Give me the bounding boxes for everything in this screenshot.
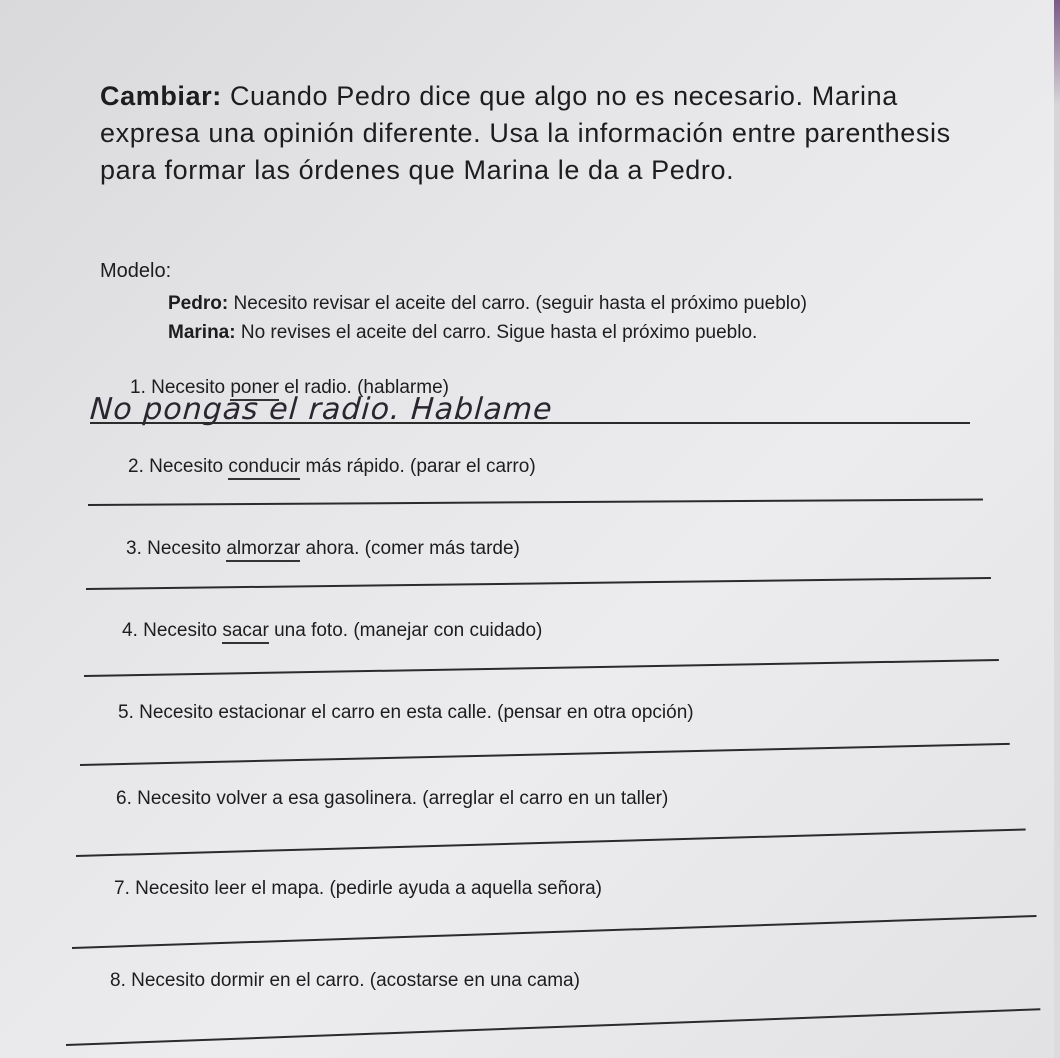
model-pedro-text: Necesito revisar el aceite del carro. (seguir hasta el próximo pueblo) [233, 293, 807, 314]
answer-1-handwriting: No pongas el radio. Hablame [88, 392, 554, 427]
answer-line-5[interactable] [80, 743, 1010, 766]
answer-line-8[interactable] [66, 1008, 1040, 1046]
item-verb: conducir [228, 456, 300, 480]
answer-line-3[interactable] [86, 577, 991, 590]
item-number: 3. [126, 538, 142, 559]
instructions-label: Cambiar: [100, 81, 222, 111]
item-number: 1. [130, 377, 146, 398]
item-rest: una foto. (manejar con cuidado) [274, 620, 543, 641]
item-verb: poner [230, 377, 279, 401]
model-marina-line [168, 322, 757, 344]
item-5 [118, 702, 694, 724]
answer-line-6[interactable] [76, 828, 1026, 857]
item-number: 5. [118, 702, 134, 723]
model-marina-label: Marina: [168, 322, 236, 343]
item-number: 2. [128, 456, 144, 477]
modelo-label: Modelo: [100, 260, 172, 282]
instructions [100, 78, 960, 189]
item-number: 6. [116, 788, 132, 809]
item-prefix: Necesito volver a esa gasolinera. (arreglar el carro en un taller) [137, 788, 669, 809]
item-number: 7. [114, 878, 130, 899]
item-prefix: Necesito [147, 538, 222, 559]
answer-line-1[interactable] [90, 422, 970, 424]
item-7 [114, 878, 602, 900]
item-verb: almorzar [226, 538, 300, 562]
item-rest: ahora. (comer más tarde) [305, 538, 520, 559]
answer-line-4[interactable] [84, 659, 999, 677]
item-prefix: Necesito [143, 620, 218, 641]
item-2 [128, 456, 536, 478]
item-3 [126, 538, 520, 560]
item-4 [122, 620, 542, 642]
answer-line-7[interactable] [72, 915, 1037, 949]
item-prefix: Necesito leer el mapa. (pedirle ayuda a aquella señora) [135, 878, 602, 899]
item-rest: el radio. (hablarme) [284, 377, 449, 398]
answer-line-2[interactable] [88, 499, 983, 506]
item-6 [116, 788, 668, 810]
item-prefix: Necesito estacionar el carro en esta calle. (pensar en otra opción) [139, 702, 694, 723]
item-prefix: Necesito [149, 456, 224, 477]
model-pedro-label: Pedro: [168, 293, 229, 314]
item-number: 4. [122, 620, 138, 641]
item-prefix: Necesito dormir en el carro. (acostarse en una cama) [131, 970, 580, 991]
item-rest: más rápido. (parar el carro) [305, 456, 536, 477]
item-number: 8. [110, 970, 126, 991]
item-8 [110, 970, 580, 992]
instructions-text: Cuando Pedro dice que algo no es necesario. Marina expresa una opinión diferente. Usa la información entre parenthesis para formar las órdenes que Marina le da a Pedro. [100, 81, 951, 185]
model-pedro-line [168, 293, 807, 315]
model-marina-text: No revises el aceite del carro. Sigue hasta el próximo pueblo. [240, 322, 758, 343]
item-prefix: Necesito [151, 377, 226, 398]
item-verb: sacar [222, 620, 268, 644]
